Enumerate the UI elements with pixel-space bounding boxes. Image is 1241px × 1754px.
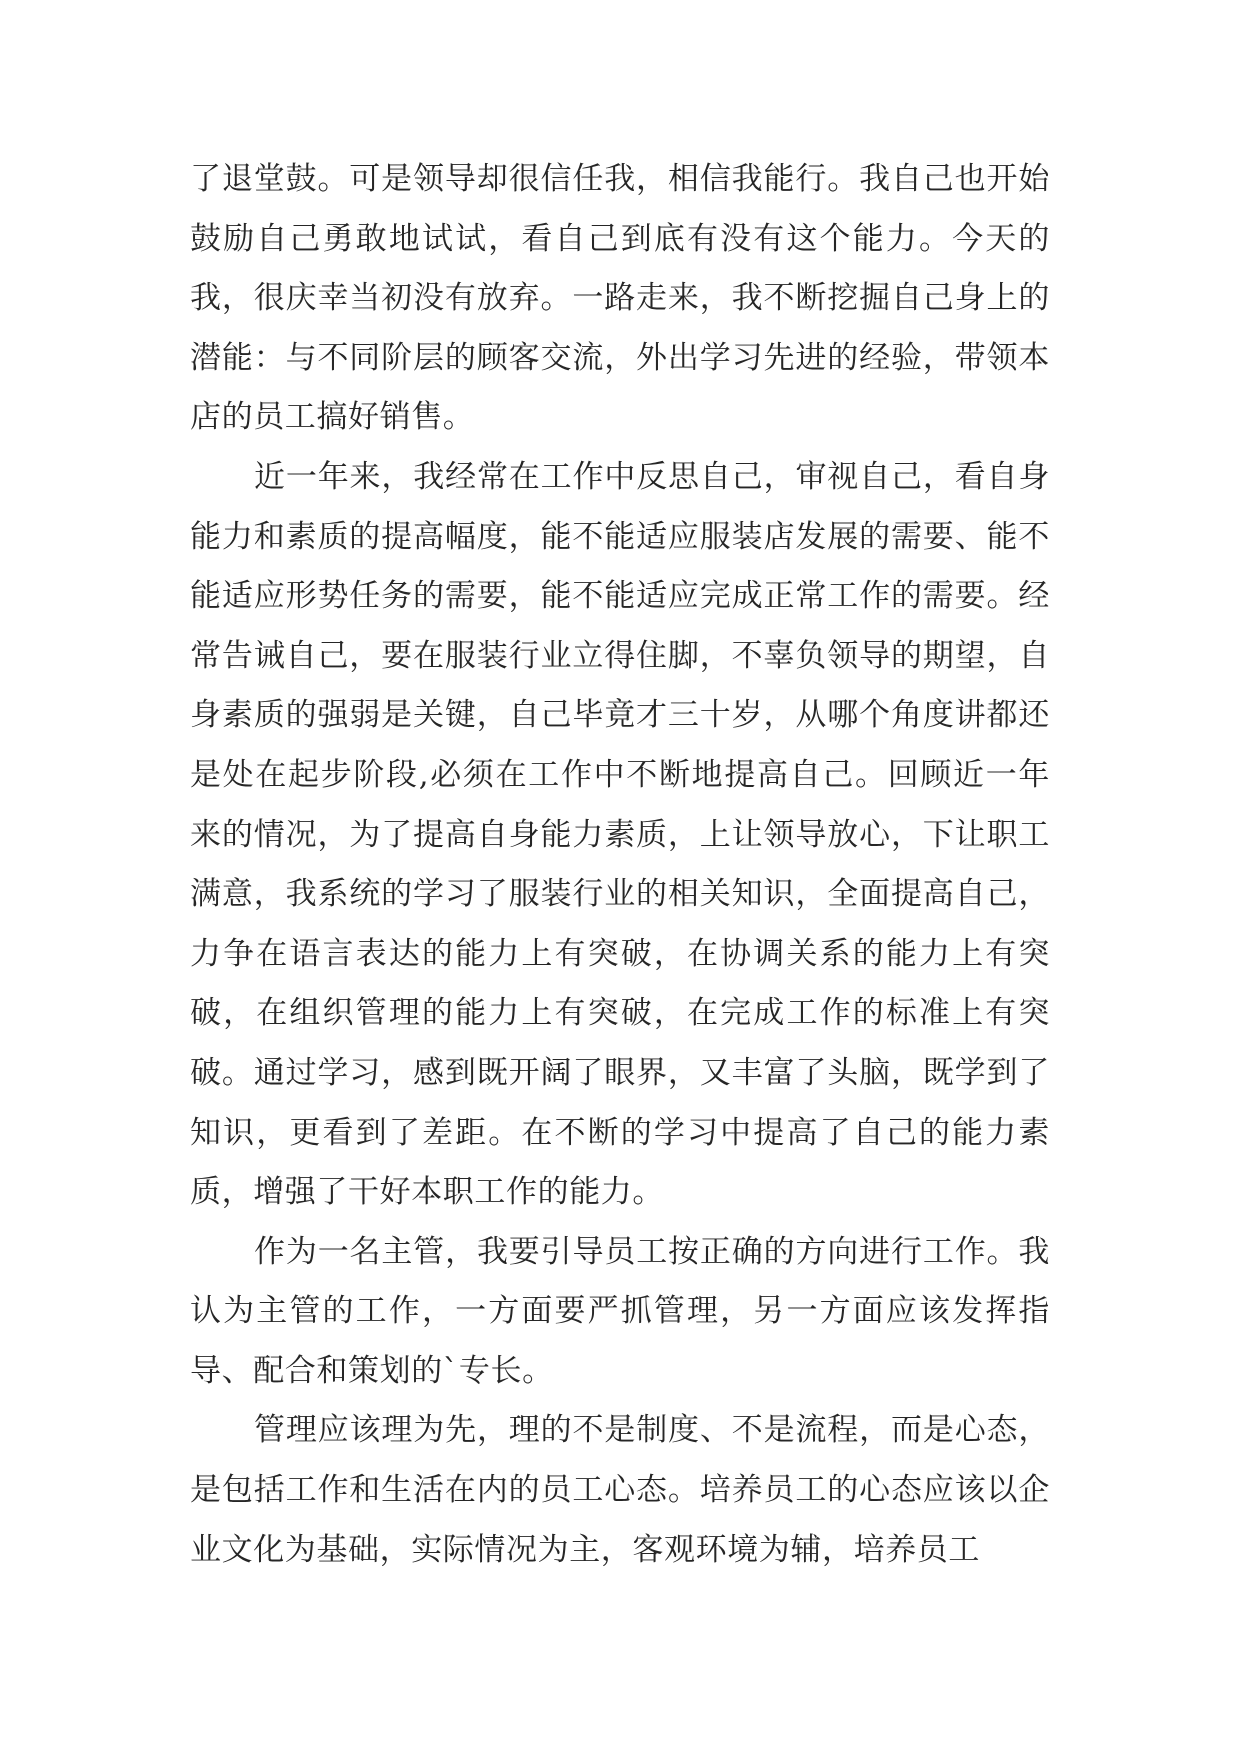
paragraph-self-reflection: 近一年来，我经常在工作中反思自己，审视自己，看自身能力和素质的提高幅度，能不能适应服装店发展的需要、能不能适应形势任务的需要，能不能适应完成正常工作的需要。经常告诫自己，要在服装行业立得住脚，不辜负领导的期望，自身素质的强弱是关键，自己毕竟才三十岁，从哪个角度讲都还是处在起步阶段,必须在工作中不断地提高自己。回顾近一年来的情况，为了提高自身能力素质，上让领导放心，下让职工满意，我系统的学习了服装行业的相关知识，全面提高自己，力争在语言表达的能力上有突破，在协调关系的能力上有突破，在组织管理的能力上有突破，在完成工作的标准上有突破。通过学习，感到既开阔了眼界，又丰富了头脑，既学到了知识，更看到了差距。在不断的学习中提高了自己的能力素质，增强了干好本职工作的能力。	[190, 458, 1050, 1211]
paragraph-continuation: 了退堂鼓。可是领导却很信任我，相信我能行。我自己也开始鼓励自己勇敢地试试，看自己到底有没有这个能力。今天的我，很庆幸当初没有放弃。一路走来，我不断挖掘自己身上的潜能：与不同阶层的顾客交流，外出学习先进的经验，带领本店的员工搞好销售。	[190, 161, 1050, 436]
paragraph-supervisor-role: 作为一名主管，我要引导员工按正确的方向进行工作。我认为主管的工作，一方面要严抓管理，另一方面应该发挥指导、配合和策划的`专长。	[190, 1233, 1050, 1389]
paragraph-management-mindset: 管理应该理为先，理的不是制度、不是流程，而是心态，是包括工作和生活在内的员工心态。培养员工的心态应该以企业文化为基础，实际情况为主，客观环境为辅，培养员工	[190, 1412, 1050, 1568]
document-body	[190, 150, 1050, 1580]
